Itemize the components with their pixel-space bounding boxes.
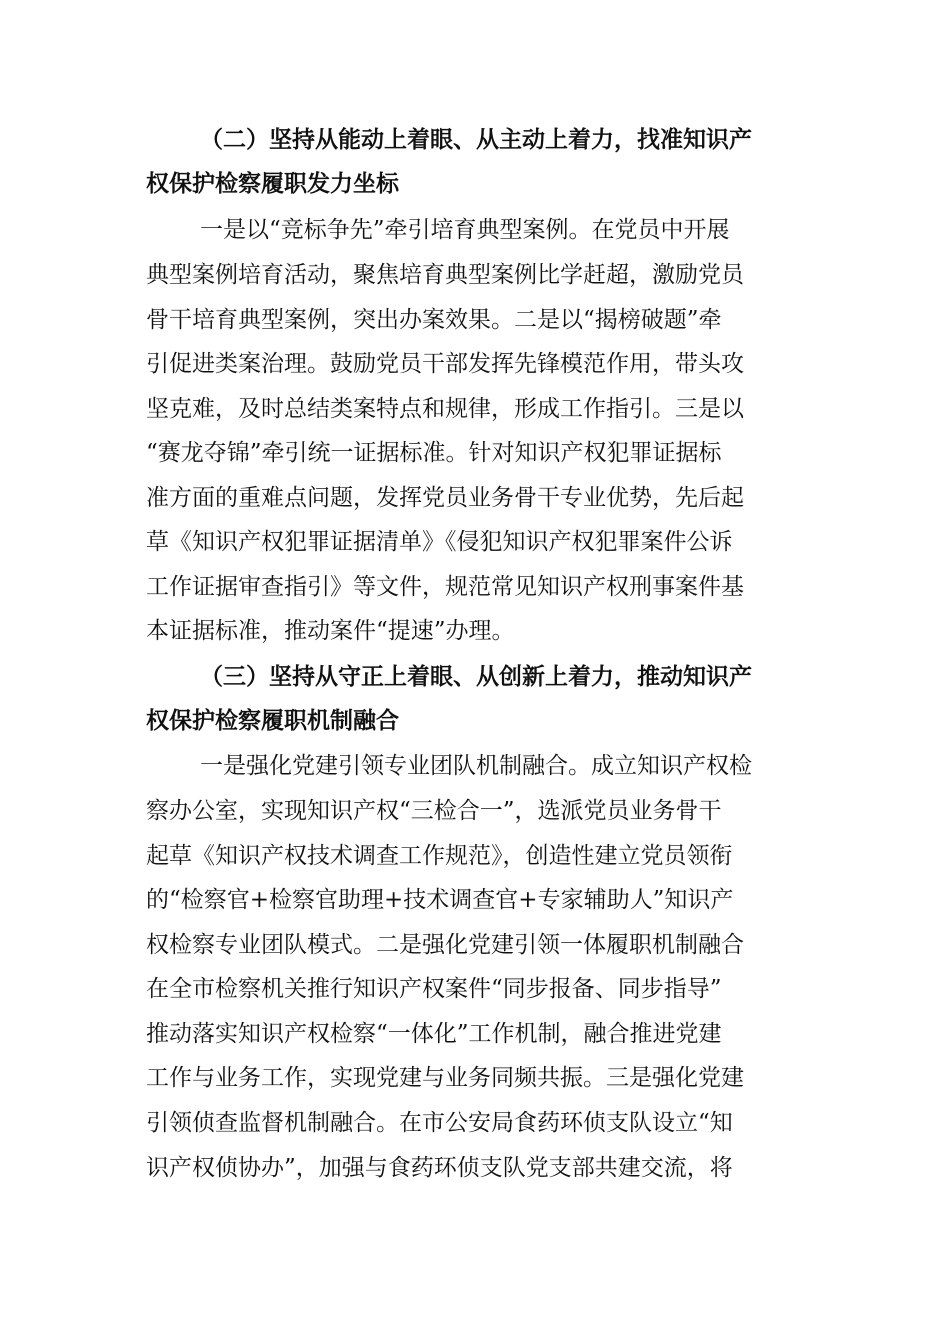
- paragraph-line: 起草《知识产权技术调查工作规范》，创造性建立党员领衔: [146, 843, 733, 869]
- paragraph-line: 权检察专业团队模式。二是强化党建引领一体履职机制融合: [146, 932, 744, 958]
- heading-line: （二）坚持从能动上着眼、从主动上着力，找准知识产: [200, 126, 752, 153]
- heading-line: 权保护检察履职发力坐标: [146, 170, 399, 197]
- paragraph-line: 工作与业务工作，实现党建与业务同频共振。三是强化党建: [146, 1065, 744, 1091]
- paragraph-line: 引领侦查监督机制融合。在市公安局食药环侦支队设立“知: [146, 1110, 733, 1136]
- heading-line: 权保护检察履职机制融合: [146, 707, 399, 734]
- paragraph-line: 在全市检察机关推行知识产权案件“同步报备、同步指导”: [146, 976, 722, 1002]
- paragraph-line: 的“检察官+检察官助理+技术调查官+专家辅助人”知识产: [146, 887, 734, 913]
- paragraph-line: 准方面的重难点问题，发挥党员业务骨干专业优势，先后起: [146, 485, 744, 511]
- paragraph-line: 坚克难，及时总结类案特点和规律，形成工作指引。三是以: [146, 396, 744, 422]
- paragraph-line: 察办公室，实现知识产权“三检合一”，选派党员业务骨干: [146, 798, 722, 824]
- paragraph-line: 典型案例培育活动，聚焦培育典型案例比学赶超，激励党员: [146, 262, 744, 288]
- paragraph-line: 工作证据审查指引》等文件，规范常见知识产权刑事案件基: [146, 574, 744, 600]
- paragraph-line: 本证据标准，推动案件“提速”办理。: [146, 618, 515, 644]
- heading-line: （三）坚持从守正上着眼、从创新上着力，推动知识产: [200, 663, 752, 690]
- paragraph-line: 一是强化党建引领专业团队机制融合。成立知识产权检: [200, 753, 752, 779]
- paragraph-line: “赛龙夺锦”牵引统一证据标准。针对知识产权犯罪证据标: [146, 440, 722, 466]
- paragraph-line: 骨干培育典型案例，突出办案效果。二是以“揭榜破题”牵: [146, 307, 722, 333]
- paragraph-line: 推动落实知识产权检察“一体化”工作机制，融合推进党建: [146, 1021, 722, 1047]
- paragraph-line: 草《知识产权犯罪证据清单》《侵犯知识产权犯罪案件公诉: [146, 529, 733, 555]
- paragraph-line: 引促进类案治理。鼓励党员干部发挥先锋模范作用，带头攻: [146, 351, 744, 377]
- paragraph-line: 识产权侦协办”，加强与食药环侦支队党支部共建交流，将: [146, 1155, 733, 1181]
- paragraph-line: 一是以“竞标争先”牵引培育典型案例。在党员中开展: [200, 217, 730, 243]
